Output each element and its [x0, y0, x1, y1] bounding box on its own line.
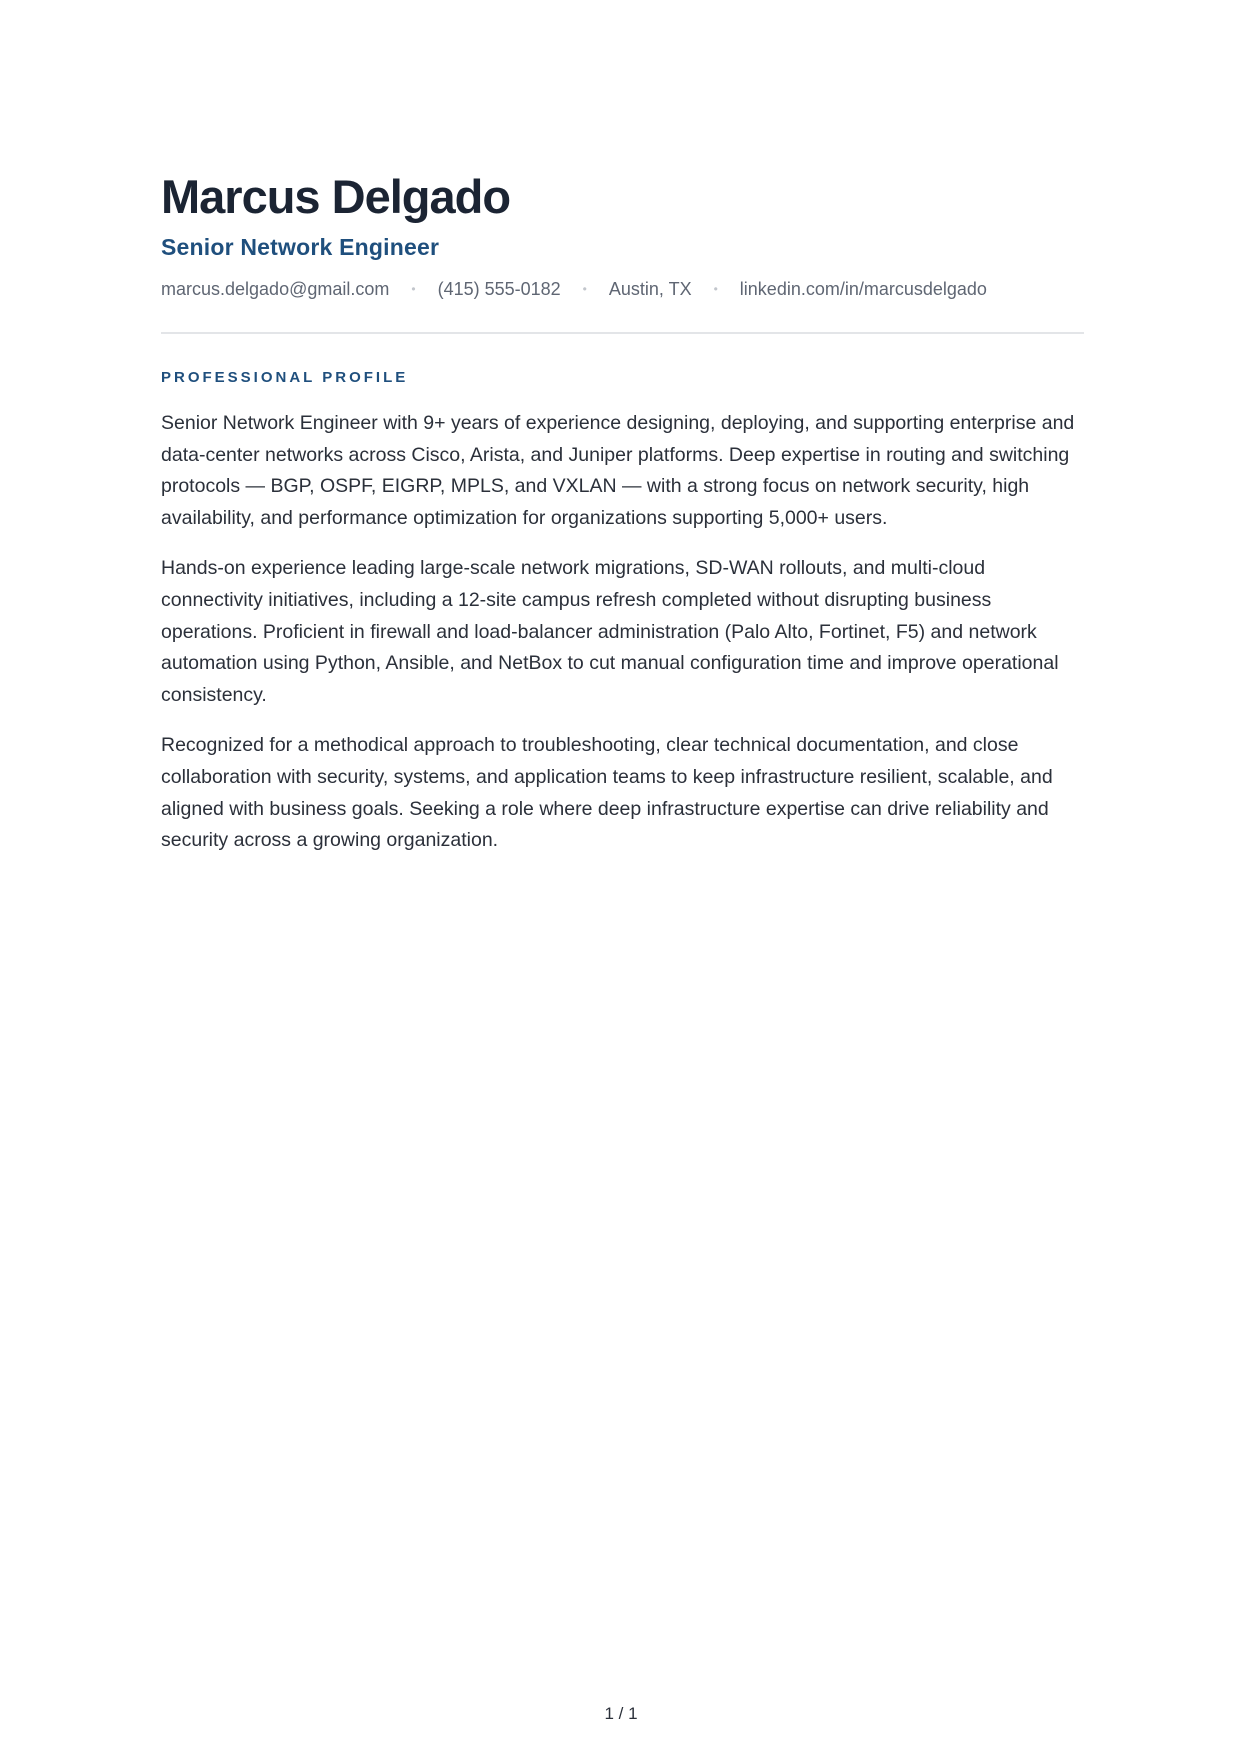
separator-dot: • — [411, 282, 416, 296]
separator-dot: • — [582, 282, 587, 296]
resume-page — [161, 168, 1084, 857]
section-heading-profile: PROFESSIONAL PROFILE — [161, 369, 409, 386]
job-title: Senior Network Engineer — [161, 234, 440, 260]
contact-email: marcus.delgado@gmail.com — [161, 279, 390, 299]
page-indicator: 1 / 1 — [604, 1704, 638, 1723]
contact-phone: (415) 555-0182 — [437, 279, 561, 299]
candidate-name: Marcus Delgado — [161, 170, 511, 223]
profile-paragraph: Recognized for a methodical approach to troubleshooting, clear technical documentation, and close collaboration with security, systems, and application teams to keep infrastructure resilient, scalable, and aligned with business goals. Seeking a role where deep infrastructure expertise can drive reliability and security across a growing organization. — [161, 734, 1053, 852]
separator-dot: • — [713, 282, 718, 296]
header-divider — [161, 332, 1084, 334]
profile-paragraph: Senior Network Engineer with 9+ years of experience designing, deploying, and supporting enterprise and data-center networks across Cisco, Arista, and Juniper platforms. Deep expertise in routing and switching protocols — BGP, OSPF, EIGRP, MPLS, and VXLAN — with a strong focus on network security, high availability, and performance optimization for organizations supporting 5,000+ users. — [161, 412, 1075, 529]
contact-linkedin: linkedin.com/in/marcusdelgado — [739, 279, 987, 299]
contact-location: Austin, TX — [608, 279, 692, 299]
contact-line — [161, 276, 1084, 302]
profile-paragraph: Hands-on experience leading large-scale network migrations, SD-WAN rollouts, and multi-cloud connectivity initiatives, including a 12-site campus refresh completed without disrupting business operations. Proficient in firewall and load-balancer administration (Palo Alto, Fortinet, F5) and network automation using Python, Ansible, and NetBox to cut manual configuration time and improve operational consistency. — [161, 557, 1059, 706]
